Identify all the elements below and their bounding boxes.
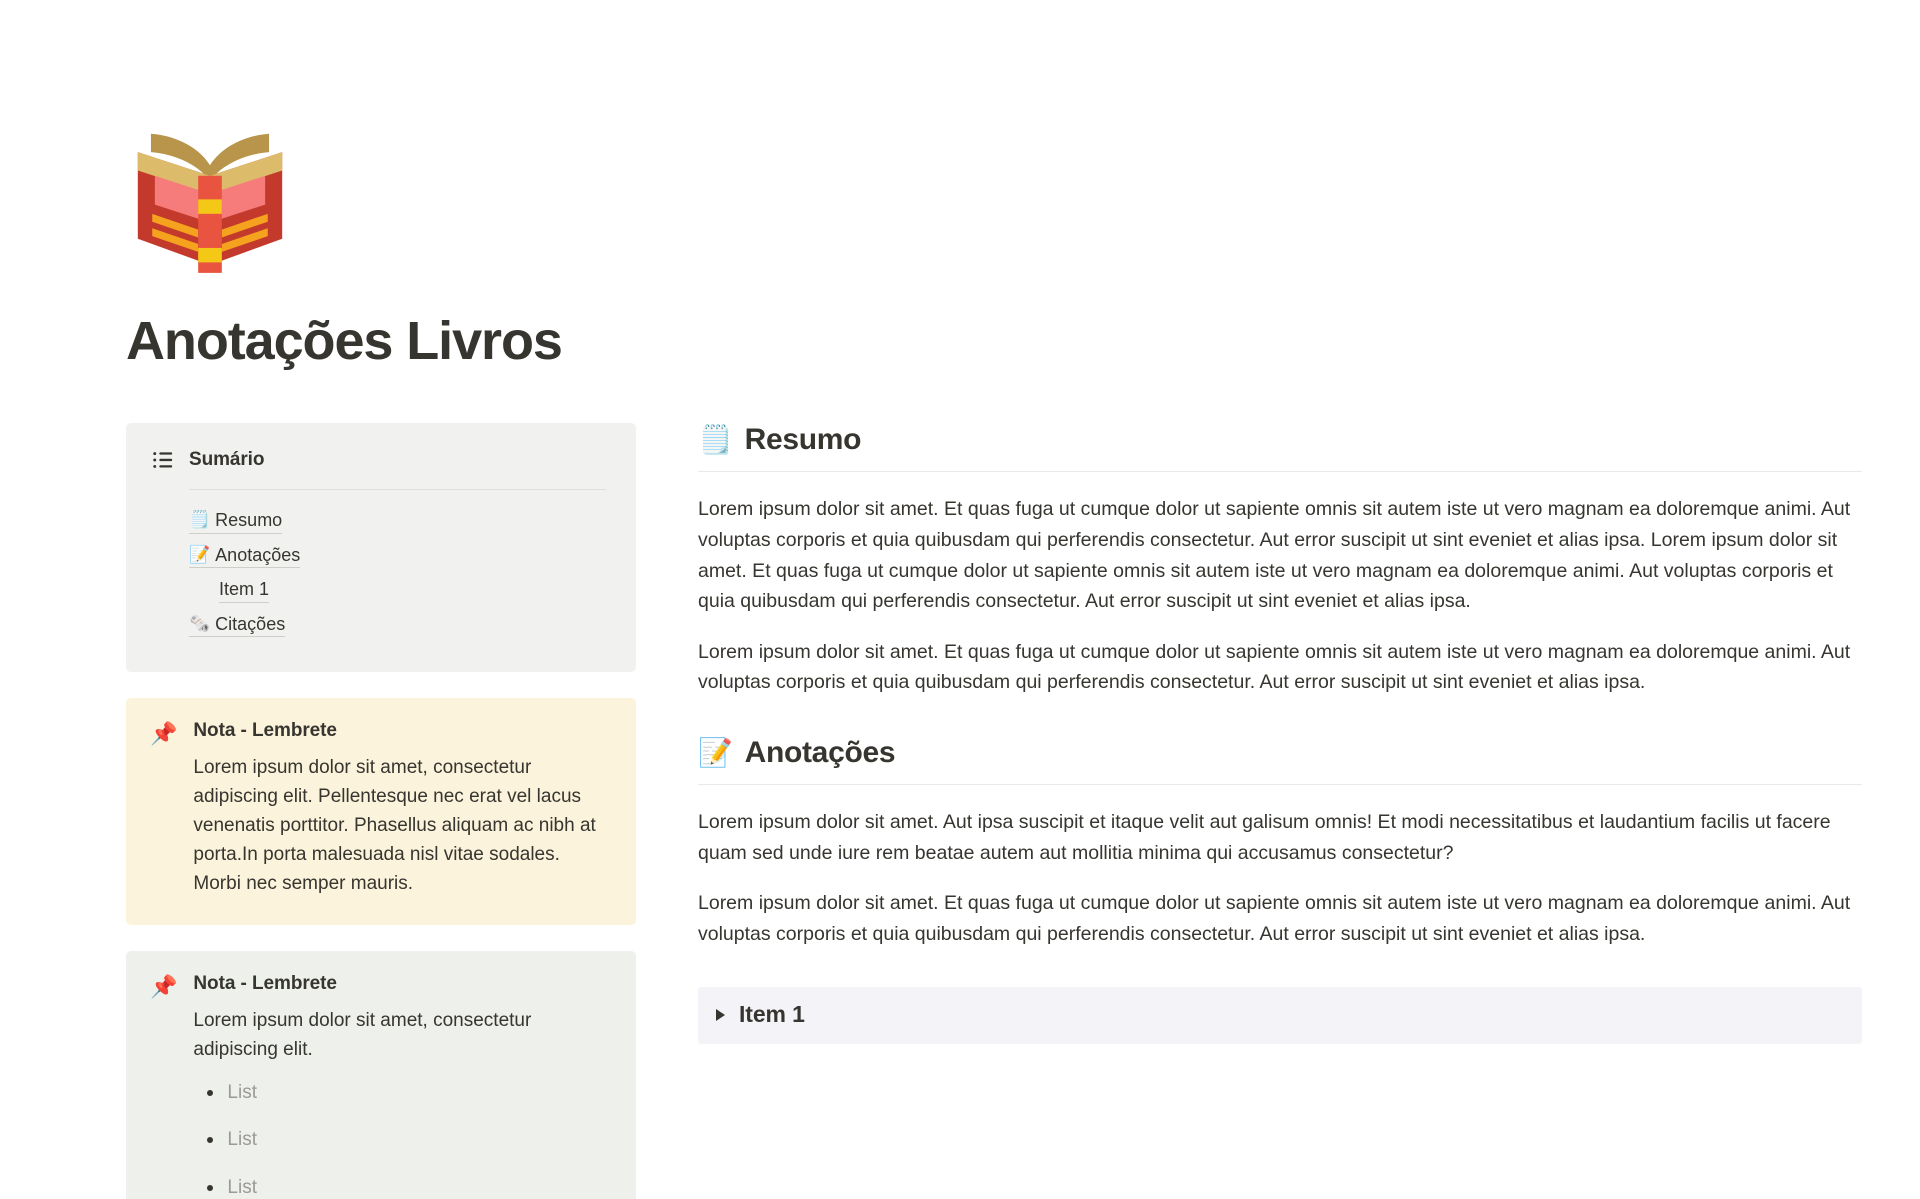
callout-title: Nota - Lembrete [193,972,337,994]
toc-link-label: Anotações [215,544,301,565]
spiral-notepad-icon: 🗒️ [189,510,211,531]
table-of-contents-block [126,423,636,672]
toc-entry-item-1 [189,573,606,608]
list-item[interactable]: List [193,1174,610,1199]
heading-divider [698,471,1862,472]
toc-divider [189,489,606,490]
rolled-up-newspaper-icon: 🗞️ [189,613,211,634]
memo-icon: 📝 [189,544,211,565]
list-item[interactable]: List [193,1126,610,1155]
toc-header [152,449,606,477]
toc-entry-resumo [189,504,606,539]
paragraph[interactable]: Lorem ipsum dolor sit amet. Aut ipsa suscipit et itaque velit aut galisum omnis! Et modi necessitatibus et laudantium facilis ut facere quam sed unde iure rem beatae autem aut mollitia minima qui accusamus consectetur? [698,811,1831,864]
paragraph[interactable]: Lorem ipsum dolor sit amet. Et quas fuga ut cumque dolor ut sapiente omnis sit autem iste ut vero magnam ea doloremque animi. Aut voluptas corporis et quia quibusdam qui perferendis consectetur. Aut error suscipit ut sint eveniet et alias ipsa. Lorem ipsum dolor sit amet. Et quas fuga ut cumque dolor ut sapiente omnis sit autem iste ut vero magnam ea doloremque animi. Aut voluptas corporis et quia quibusdam qui perferendis consectetur. Aut error suscipit ut sint eveniet et alias ipsa. [698,498,1851,613]
toc-link-label: Citações [215,613,286,634]
callout-title: Nota - Lembrete [193,720,337,742]
section-heading-label: Anotações [744,736,896,770]
callout-text[interactable]: Lorem ipsum dolor sit amet, consectetur adipiscing elit. Pellentesque nec erat vel lacus venenatis porttitor. Phasellus aliquam ac nibh at porta.In porta malesuada nisl vitae sodales. Morbi nec semper mauris. [193,757,596,894]
callout-bulleted-list [193,1079,610,1199]
section-heading-label: Resumo [744,423,862,457]
open-book-icon[interactable] [126,118,1920,286]
toc-link-item-1[interactable] [219,578,269,603]
toc-link-label: Resumo [215,510,283,531]
page-title: Anotações Livros [126,311,562,371]
spiral-notepad-icon: 🗒️ [698,423,733,457]
heading-divider [698,784,1862,785]
pushpin-icon: 📌 [150,722,178,748]
toc-list [189,504,606,642]
toggle-label: Item 1 [739,1001,805,1028]
callout-nota-lembrete-green [126,951,636,1199]
paragraph[interactable]: Lorem ipsum dolor sit amet. Et quas fuga ut cumque dolor ut sapiente omnis sit autem iste ut vero magnam ea doloremque animi. Aut voluptas corporis et quia quibusdam qui perferendis consectetur. Aut error suscipit ut sint eveniet et alias ipsa. [698,640,1851,694]
section-heading-anotacoes [698,736,1862,784]
toc-link-resumo[interactable] [189,509,282,534]
toc-link-citacoes[interactable] [189,613,285,638]
toc-link-label: Item 1 [219,579,270,600]
section-anotacoes [698,736,1862,949]
pushpin-icon: 📌 [150,974,178,1000]
chevron-right-icon[interactable] [716,1009,725,1021]
toc-title: Sumário [189,449,265,471]
callout-body [193,720,610,898]
callout-body [193,973,610,1199]
left-column [126,423,636,1199]
list-item[interactable]: List [193,1079,610,1108]
right-column [698,423,1862,1044]
memo-icon: 📝 [698,736,733,770]
section-resumo [698,423,1862,698]
page-header [0,0,1920,371]
callout-text[interactable]: Lorem ipsum dolor sit amet, consectetur adipiscing elit. [193,1009,532,1060]
callout-nota-lembrete-yellow [126,698,636,924]
bulleted-list-icon [152,449,174,471]
page-columns [0,371,1920,1199]
toc-entry-citacoes [189,608,606,643]
section-heading-resumo [698,423,1862,471]
toc-link-anotacoes[interactable] [189,544,300,569]
toc-entry-anotacoes [189,539,606,574]
paragraph[interactable]: Lorem ipsum dolor sit amet. Et quas fuga ut cumque dolor ut sapiente omnis sit autem iste ut vero magnam ea doloremque animi. Aut voluptas corporis et quia quibusdam qui perferendis consectetur. Aut error suscipit ut sint eveniet et alias ipsa. [698,892,1851,945]
toggle-block-item-1[interactable] [698,987,1862,1044]
